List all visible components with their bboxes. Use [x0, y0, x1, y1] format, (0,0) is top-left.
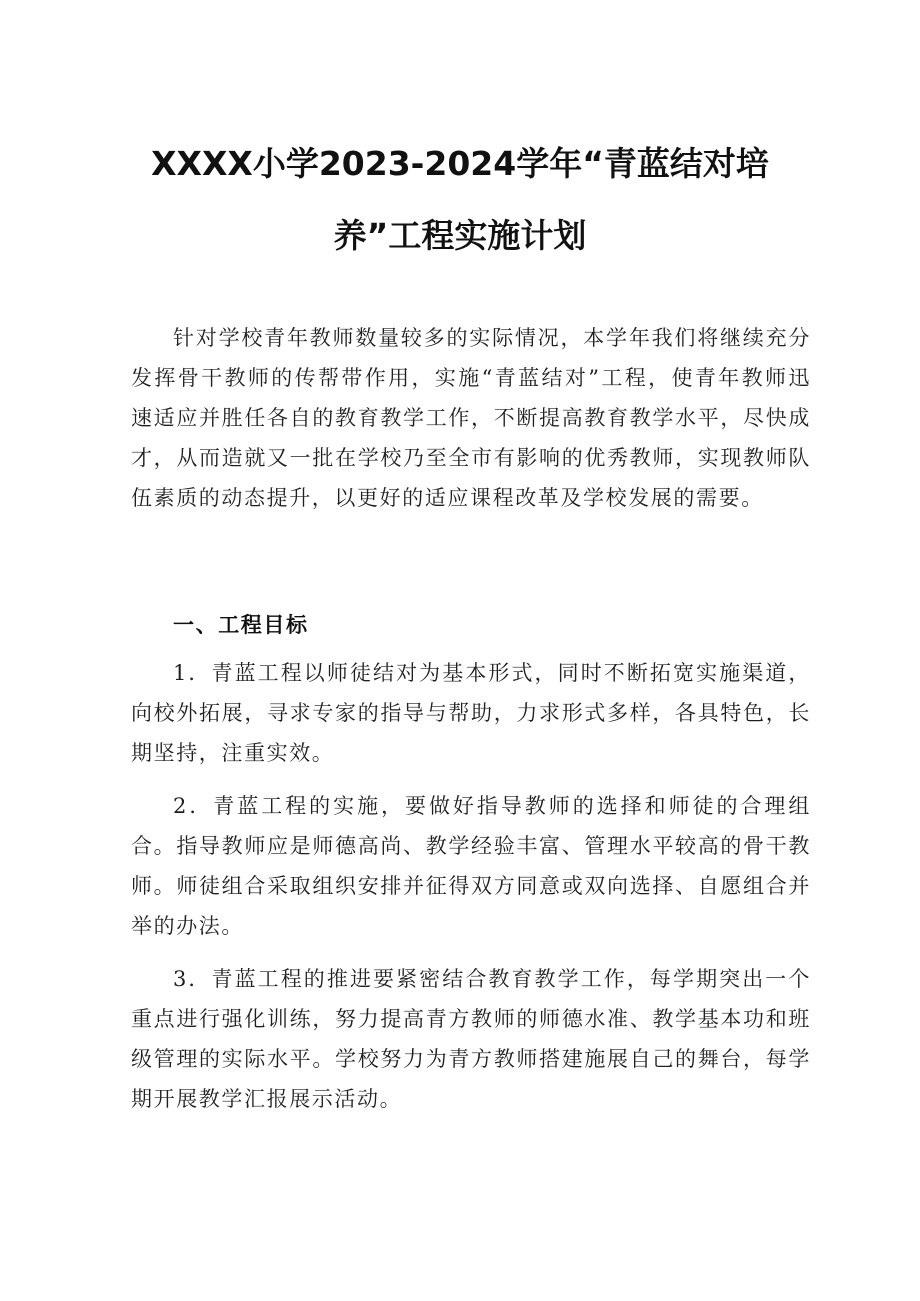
- list-item: 1．青蓝工程以师徒结对为基本形式，同时不断拓宽实施渠道，向校外拓展，寻求专家的指导与帮助，力求形式多样，各具特色，长期坚持，注重实效。: [131, 661, 811, 765]
- document-title-line-1: XXXX小学2023-2024学年“青蓝结对培: [151, 144, 769, 183]
- list-item: 2．青蓝工程的实施，要做好指导教师的选择和师徒的合理组合。指导教师应是师德高尚、教学经验丰富、管理水平较高的骨干教师。师徒组合采取组织安排并征得双方同意或双向选择、自愿组合并举的办法。: [131, 794, 811, 938]
- section-goals: [131, 605, 811, 1132]
- section-heading: 一、工程目标: [173, 613, 309, 637]
- intro-paragraph: 针对学校青年教师数量较多的实际情况，本学年我们将继续充分发挥骨干教师的传帮带作用，实施“青蓝结对”工程，使青年教师迅速适应并胜任各自的教育教学工作，不断提高教育教学水平，尽快成才，从而造就又一批在学校乃至全市有影响的优秀教师，实现教师队伍素质的动态提升，以更好的适应课程改革及学校发展的需要。: [131, 326, 811, 510]
- document-title-line-2: 养”工程实施计划: [333, 216, 587, 255]
- intro-section: [131, 318, 811, 518]
- list-item: 3．青蓝工程的推进要紧密结合教育教学工作，每学期突出一个重点进行强化训练，努力提高青方教师的师德水准、教学基本功和班级管理的实际水平。学校努力为青方教师搭建施展自己的舞台，每学期开展教学汇报展示活动。: [131, 967, 811, 1111]
